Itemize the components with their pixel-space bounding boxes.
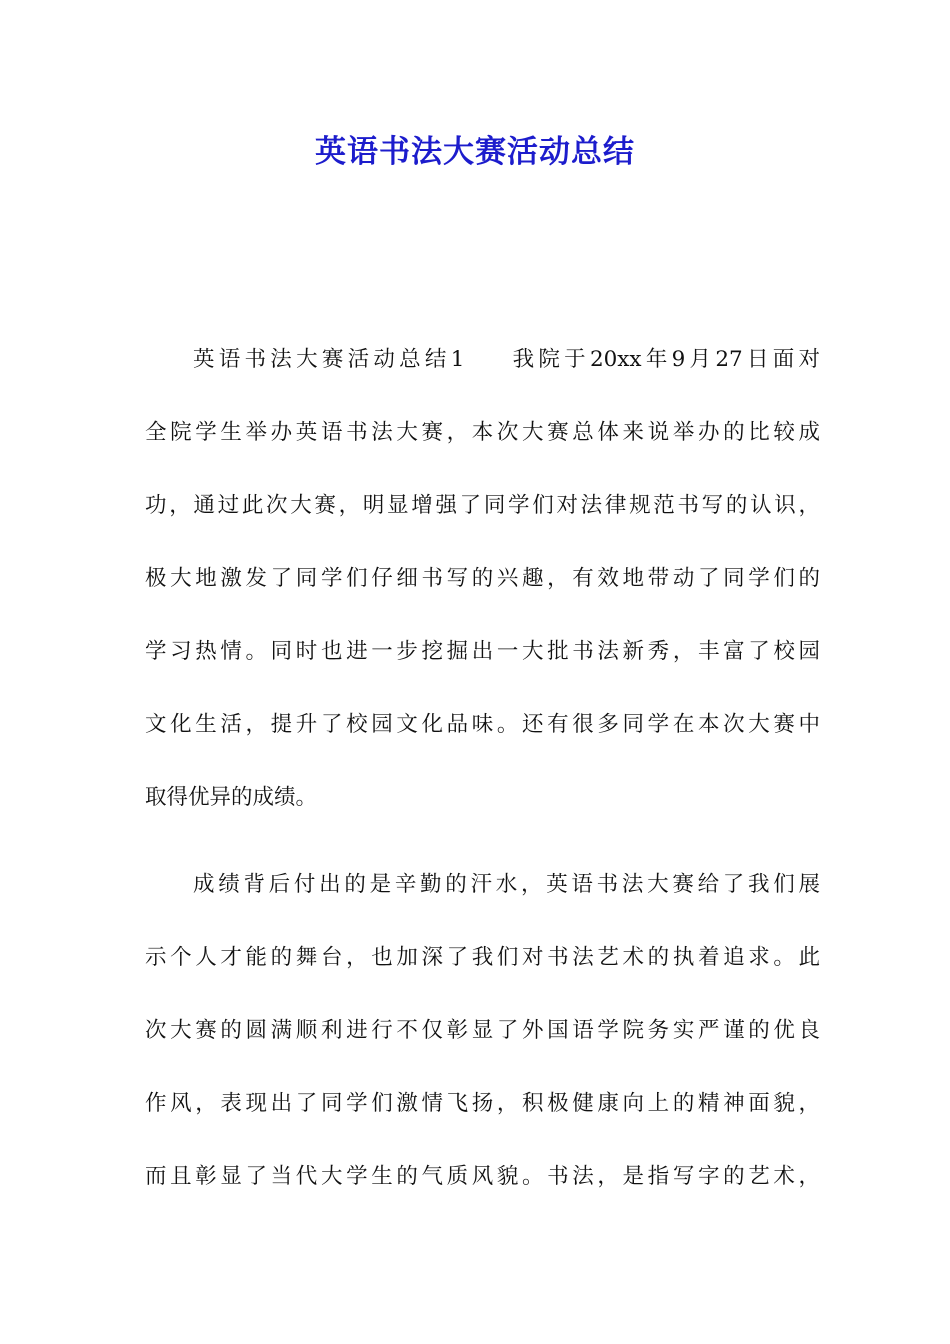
paragraph-line: 极大地激发了同学们仔细书写的兴趣，有效地带动了同学们的: [145, 566, 820, 591]
paragraph-line: 示个人才能的舞台，也加深了我们对书法艺术的执着追求。此: [145, 945, 820, 970]
paragraph-line: 作风，表现出了同学们激情飞扬，积极健康向上的精神面貌，: [145, 1091, 820, 1116]
paragraph-1: [145, 323, 820, 834]
section-heading: 英语书法大赛活动总结1: [193, 347, 465, 372]
document-title: 英语书法大赛活动总结: [315, 134, 635, 170]
paragraph-text: 我院于20xx年9月27日面对: [508, 347, 820, 372]
paragraph-line: 功，通过此次大赛，明显增强了同学们对法律规范书写的认识，: [145, 493, 820, 518]
paragraph-line: 成绩背后付出的是辛勤的汗水，英语书法大赛给了我们展: [193, 872, 820, 897]
paragraph-line: 而且彰显了当代大学生的气质风貌。书法，是指写字的艺术，: [145, 1164, 820, 1189]
paragraph-line: 次大赛的圆满顺利进行不仅彰显了外国语学院务实严谨的优良: [145, 1018, 820, 1043]
paragraph-2: [145, 848, 820, 1213]
paragraph-line: 文化生活，提升了校园文化品味。还有很多同学在本次大赛中: [145, 712, 820, 737]
paragraph-line: 学习热情。同时也进一步挖掘出一大批书法新秀，丰富了校园: [145, 639, 820, 664]
paragraph-line: [145, 323, 820, 396]
paragraph-line: 取得优异的成绩。: [145, 785, 318, 810]
paragraph-line: 全院学生举办英语书法大赛，本次大赛总体来说举办的比较成: [145, 420, 820, 445]
